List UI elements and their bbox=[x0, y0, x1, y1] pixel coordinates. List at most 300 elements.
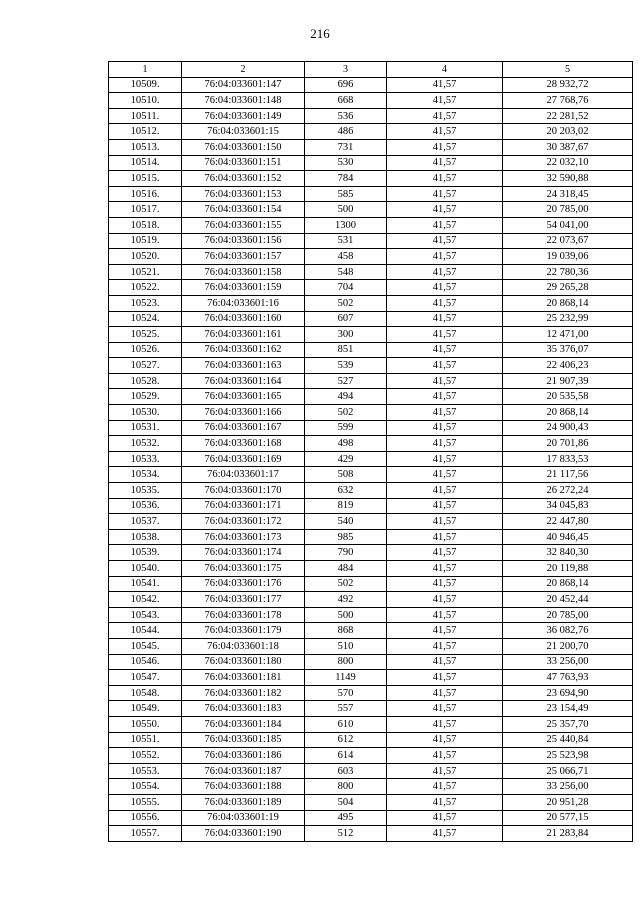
cadastral-number-cell: 76:04:033601:184 bbox=[182, 716, 305, 732]
amount-cell: 20 868,14 bbox=[503, 576, 633, 592]
rate-cell: 41,57 bbox=[387, 217, 503, 233]
cadastral-number-cell: 76:04:033601:151 bbox=[182, 155, 305, 171]
rate-cell: 41,57 bbox=[387, 716, 503, 732]
row-number-cell: 10509. bbox=[109, 77, 182, 93]
cadastral-number-cell: 76:04:033601:162 bbox=[182, 342, 305, 358]
rate-cell: 41,57 bbox=[387, 405, 503, 421]
cadastral-number-cell: 76:04:033601:157 bbox=[182, 249, 305, 265]
rate-cell: 41,57 bbox=[387, 342, 503, 358]
table-row bbox=[109, 592, 633, 608]
rate-cell: 41,57 bbox=[387, 467, 503, 483]
area-cell: 607 bbox=[305, 311, 387, 327]
rate-cell: 41,57 bbox=[387, 514, 503, 530]
area-cell: 668 bbox=[305, 93, 387, 109]
area-cell: 540 bbox=[305, 514, 387, 530]
row-number-cell: 10538. bbox=[109, 529, 182, 545]
row-number-cell: 10544. bbox=[109, 623, 182, 639]
cadastral-number-cell: 76:04:033601:161 bbox=[182, 327, 305, 343]
amount-cell: 32 840,30 bbox=[503, 545, 633, 561]
row-number-cell: 10518. bbox=[109, 217, 182, 233]
amount-cell: 20 868,14 bbox=[503, 295, 633, 311]
table-row bbox=[109, 155, 633, 171]
cadastral-number-cell: 76:04:033601:160 bbox=[182, 311, 305, 327]
cadastral-number-cell: 76:04:033601:190 bbox=[182, 826, 305, 842]
area-cell: 512 bbox=[305, 826, 387, 842]
table-row bbox=[109, 529, 633, 545]
amount-cell: 23 694,90 bbox=[503, 685, 633, 701]
rate-cell: 41,57 bbox=[387, 202, 503, 218]
amount-cell: 25 357,70 bbox=[503, 716, 633, 732]
amount-cell: 24 900,43 bbox=[503, 420, 633, 436]
area-cell: 632 bbox=[305, 483, 387, 499]
rate-cell: 41,57 bbox=[387, 264, 503, 280]
table-row bbox=[109, 202, 633, 218]
rate-cell: 41,57 bbox=[387, 124, 503, 140]
table-row bbox=[109, 763, 633, 779]
row-number-cell: 10514. bbox=[109, 155, 182, 171]
rate-cell: 41,57 bbox=[387, 358, 503, 374]
cadastral-number-cell: 76:04:033601:152 bbox=[182, 171, 305, 187]
table-row bbox=[109, 108, 633, 124]
table-row bbox=[109, 685, 633, 701]
rate-cell: 41,57 bbox=[387, 483, 503, 499]
cadastral-number-cell: 76:04:033601:186 bbox=[182, 748, 305, 764]
table-row bbox=[109, 607, 633, 623]
area-cell: 868 bbox=[305, 623, 387, 639]
cadastral-number-cell: 76:04:033601:153 bbox=[182, 186, 305, 202]
cadastral-number-cell: 76:04:033601:163 bbox=[182, 358, 305, 374]
row-number-cell: 10536. bbox=[109, 498, 182, 514]
area-cell: 429 bbox=[305, 451, 387, 467]
cadastral-number-cell: 76:04:033601:168 bbox=[182, 436, 305, 452]
cadastral-number-cell: 76:04:033601:185 bbox=[182, 732, 305, 748]
rate-cell: 41,57 bbox=[387, 186, 503, 202]
cadastral-number-cell: 76:04:033601:170 bbox=[182, 483, 305, 499]
table-row bbox=[109, 420, 633, 436]
row-number-cell: 10528. bbox=[109, 373, 182, 389]
cadastral-number-cell: 76:04:033601:150 bbox=[182, 139, 305, 155]
row-number-cell: 10541. bbox=[109, 576, 182, 592]
amount-cell: 22 406,23 bbox=[503, 358, 633, 374]
rate-cell: 41,57 bbox=[387, 670, 503, 686]
rate-cell: 41,57 bbox=[387, 77, 503, 93]
amount-cell: 28 932,72 bbox=[503, 77, 633, 93]
amount-cell: 25 440,84 bbox=[503, 732, 633, 748]
column-header: 3 bbox=[305, 62, 387, 78]
amount-cell: 26 272,24 bbox=[503, 483, 633, 499]
row-number-cell: 10556. bbox=[109, 810, 182, 826]
table-row bbox=[109, 545, 633, 561]
table-body bbox=[109, 77, 633, 841]
amount-cell: 20 119,88 bbox=[503, 561, 633, 577]
amount-cell: 20 785,00 bbox=[503, 607, 633, 623]
rate-cell: 41,57 bbox=[387, 826, 503, 842]
row-number-cell: 10523. bbox=[109, 295, 182, 311]
row-number-cell: 10519. bbox=[109, 233, 182, 249]
amount-cell: 21 283,84 bbox=[503, 826, 633, 842]
area-cell: 458 bbox=[305, 249, 387, 265]
amount-cell: 12 471,00 bbox=[503, 327, 633, 343]
rate-cell: 41,57 bbox=[387, 545, 503, 561]
area-cell: 536 bbox=[305, 108, 387, 124]
area-cell: 500 bbox=[305, 202, 387, 218]
cadastral-number-cell: 76:04:033601:155 bbox=[182, 217, 305, 233]
amount-cell: 22 281,52 bbox=[503, 108, 633, 124]
row-number-cell: 10527. bbox=[109, 358, 182, 374]
column-header: 5 bbox=[503, 62, 633, 78]
table-row bbox=[109, 498, 633, 514]
area-cell: 599 bbox=[305, 420, 387, 436]
row-number-cell: 10549. bbox=[109, 701, 182, 717]
rate-cell: 41,57 bbox=[387, 561, 503, 577]
column-header: 4 bbox=[387, 62, 503, 78]
cadastral-number-cell: 76:04:033601:165 bbox=[182, 389, 305, 405]
cadastral-number-cell: 76:04:033601:169 bbox=[182, 451, 305, 467]
area-cell: 527 bbox=[305, 373, 387, 389]
area-cell: 502 bbox=[305, 295, 387, 311]
row-number-cell: 10521. bbox=[109, 264, 182, 280]
rate-cell: 41,57 bbox=[387, 108, 503, 124]
rate-cell: 41,57 bbox=[387, 748, 503, 764]
row-number-cell: 10525. bbox=[109, 327, 182, 343]
cadastral-number-cell: 76:04:033601:183 bbox=[182, 701, 305, 717]
table-row bbox=[109, 264, 633, 280]
area-cell: 585 bbox=[305, 186, 387, 202]
amount-cell: 19 039,06 bbox=[503, 249, 633, 265]
table-row bbox=[109, 186, 633, 202]
rate-cell: 41,57 bbox=[387, 327, 503, 343]
rate-cell: 41,57 bbox=[387, 685, 503, 701]
rate-cell: 41,57 bbox=[387, 732, 503, 748]
amount-cell: 24 318,45 bbox=[503, 186, 633, 202]
table-row bbox=[109, 638, 633, 654]
table-row bbox=[109, 124, 633, 140]
amount-cell: 29 265,28 bbox=[503, 280, 633, 296]
table-row bbox=[109, 249, 633, 265]
area-cell: 819 bbox=[305, 498, 387, 514]
row-number-cell: 10542. bbox=[109, 592, 182, 608]
rate-cell: 41,57 bbox=[387, 623, 503, 639]
area-cell: 530 bbox=[305, 155, 387, 171]
amount-cell: 21 117,56 bbox=[503, 467, 633, 483]
area-cell: 851 bbox=[305, 342, 387, 358]
cadastral-number-cell: 76:04:033601:148 bbox=[182, 93, 305, 109]
table-row bbox=[109, 327, 633, 343]
cadastral-number-cell: 76:04:033601:16 bbox=[182, 295, 305, 311]
rate-cell: 41,57 bbox=[387, 233, 503, 249]
row-number-cell: 10537. bbox=[109, 514, 182, 530]
rate-cell: 41,57 bbox=[387, 654, 503, 670]
area-cell: 484 bbox=[305, 561, 387, 577]
table-row bbox=[109, 233, 633, 249]
row-number-cell: 10513. bbox=[109, 139, 182, 155]
row-number-cell: 10540. bbox=[109, 561, 182, 577]
area-cell: 731 bbox=[305, 139, 387, 155]
row-number-cell: 10552. bbox=[109, 748, 182, 764]
rate-cell: 41,57 bbox=[387, 451, 503, 467]
amount-cell: 47 763,93 bbox=[503, 670, 633, 686]
row-number-cell: 10529. bbox=[109, 389, 182, 405]
table-row bbox=[109, 623, 633, 639]
table-row bbox=[109, 561, 633, 577]
row-number-cell: 10557. bbox=[109, 826, 182, 842]
amount-cell: 35 376,07 bbox=[503, 342, 633, 358]
row-number-cell: 10539. bbox=[109, 545, 182, 561]
amount-cell: 22 447,80 bbox=[503, 514, 633, 530]
amount-cell: 25 232,99 bbox=[503, 311, 633, 327]
row-number-cell: 10524. bbox=[109, 311, 182, 327]
table-row bbox=[109, 732, 633, 748]
cadastral-number-cell: 76:04:033601:159 bbox=[182, 280, 305, 296]
cadastral-number-cell: 76:04:033601:178 bbox=[182, 607, 305, 623]
table-row bbox=[109, 826, 633, 842]
row-number-cell: 10531. bbox=[109, 420, 182, 436]
data-table bbox=[108, 61, 633, 842]
amount-cell: 30 387,67 bbox=[503, 139, 633, 155]
amount-cell: 33 256,00 bbox=[503, 779, 633, 795]
rate-cell: 41,57 bbox=[387, 592, 503, 608]
table-row bbox=[109, 701, 633, 717]
amount-cell: 20 535,58 bbox=[503, 389, 633, 405]
area-cell: 557 bbox=[305, 701, 387, 717]
row-number-cell: 10543. bbox=[109, 607, 182, 623]
area-cell: 696 bbox=[305, 77, 387, 93]
area-cell: 539 bbox=[305, 358, 387, 374]
cadastral-number-cell: 76:04:033601:158 bbox=[182, 264, 305, 280]
cadastral-number-cell: 76:04:033601:177 bbox=[182, 592, 305, 608]
row-number-cell: 10526. bbox=[109, 342, 182, 358]
rate-cell: 41,57 bbox=[387, 171, 503, 187]
row-number-cell: 10522. bbox=[109, 280, 182, 296]
cadastral-number-cell: 76:04:033601:189 bbox=[182, 794, 305, 810]
row-number-cell: 10554. bbox=[109, 779, 182, 795]
rate-cell: 41,57 bbox=[387, 311, 503, 327]
row-number-cell: 10547. bbox=[109, 670, 182, 686]
table-row bbox=[109, 716, 633, 732]
cadastral-number-cell: 76:04:033601:164 bbox=[182, 373, 305, 389]
row-number-cell: 10545. bbox=[109, 638, 182, 654]
area-cell: 614 bbox=[305, 748, 387, 764]
cadastral-number-cell: 76:04:033601:149 bbox=[182, 108, 305, 124]
rate-cell: 41,57 bbox=[387, 389, 503, 405]
cadastral-number-cell: 76:04:033601:180 bbox=[182, 654, 305, 670]
cadastral-number-cell: 76:04:033601:171 bbox=[182, 498, 305, 514]
amount-cell: 22 073,67 bbox=[503, 233, 633, 249]
amount-cell: 21 200,70 bbox=[503, 638, 633, 654]
cadastral-number-cell: 76:04:033601:147 bbox=[182, 77, 305, 93]
rate-cell: 41,57 bbox=[387, 498, 503, 514]
area-cell: 784 bbox=[305, 171, 387, 187]
amount-cell: 22 780,36 bbox=[503, 264, 633, 280]
area-cell: 502 bbox=[305, 405, 387, 421]
area-cell: 800 bbox=[305, 779, 387, 795]
table-row bbox=[109, 654, 633, 670]
cadastral-number-cell: 76:04:033601:19 bbox=[182, 810, 305, 826]
area-cell: 985 bbox=[305, 529, 387, 545]
row-number-cell: 10520. bbox=[109, 249, 182, 265]
cadastral-number-cell: 76:04:033601:167 bbox=[182, 420, 305, 436]
cadastral-number-cell: 76:04:033601:182 bbox=[182, 685, 305, 701]
cadastral-number-cell: 76:04:033601:172 bbox=[182, 514, 305, 530]
rate-cell: 41,57 bbox=[387, 701, 503, 717]
area-cell: 603 bbox=[305, 763, 387, 779]
rate-cell: 41,57 bbox=[387, 249, 503, 265]
rate-cell: 41,57 bbox=[387, 93, 503, 109]
amount-cell: 40 946,45 bbox=[503, 529, 633, 545]
table-row bbox=[109, 483, 633, 499]
table-row bbox=[109, 576, 633, 592]
table-row bbox=[109, 467, 633, 483]
area-cell: 548 bbox=[305, 264, 387, 280]
rate-cell: 41,57 bbox=[387, 810, 503, 826]
row-number-cell: 10515. bbox=[109, 171, 182, 187]
table-row bbox=[109, 280, 633, 296]
cadastral-number-cell: 76:04:033601:181 bbox=[182, 670, 305, 686]
table-row bbox=[109, 342, 633, 358]
amount-cell: 25 066,71 bbox=[503, 763, 633, 779]
amount-cell: 20 951,28 bbox=[503, 794, 633, 810]
rate-cell: 41,57 bbox=[387, 155, 503, 171]
amount-cell: 32 590,88 bbox=[503, 171, 633, 187]
cadastral-number-cell: 76:04:033601:187 bbox=[182, 763, 305, 779]
area-cell: 494 bbox=[305, 389, 387, 405]
area-cell: 610 bbox=[305, 716, 387, 732]
rate-cell: 41,57 bbox=[387, 794, 503, 810]
row-number-cell: 10550. bbox=[109, 716, 182, 732]
row-number-cell: 10517. bbox=[109, 202, 182, 218]
rate-cell: 41,57 bbox=[387, 139, 503, 155]
area-cell: 570 bbox=[305, 685, 387, 701]
row-number-cell: 10535. bbox=[109, 483, 182, 499]
area-cell: 502 bbox=[305, 576, 387, 592]
row-number-cell: 10530. bbox=[109, 405, 182, 421]
table-header-row bbox=[109, 62, 633, 78]
table-row bbox=[109, 373, 633, 389]
area-cell: 531 bbox=[305, 233, 387, 249]
amount-cell: 25 523,98 bbox=[503, 748, 633, 764]
area-cell: 504 bbox=[305, 794, 387, 810]
cadastral-number-cell: 76:04:033601:188 bbox=[182, 779, 305, 795]
table-row bbox=[109, 77, 633, 93]
cadastral-number-cell: 76:04:033601:175 bbox=[182, 561, 305, 577]
amount-cell: 20 203,02 bbox=[503, 124, 633, 140]
amount-cell: 17 833,53 bbox=[503, 451, 633, 467]
amount-cell: 54 041,00 bbox=[503, 217, 633, 233]
table-row bbox=[109, 171, 633, 187]
row-number-cell: 10546. bbox=[109, 654, 182, 670]
area-cell: 510 bbox=[305, 638, 387, 654]
amount-cell: 23 154,49 bbox=[503, 701, 633, 717]
page-number: 216 bbox=[310, 26, 330, 41]
amount-cell: 20 868,14 bbox=[503, 405, 633, 421]
table-row bbox=[109, 139, 633, 155]
row-number-cell: 10534. bbox=[109, 467, 182, 483]
table-row bbox=[109, 436, 633, 452]
area-cell: 300 bbox=[305, 327, 387, 343]
rate-cell: 41,57 bbox=[387, 607, 503, 623]
cadastral-number-cell: 76:04:033601:166 bbox=[182, 405, 305, 421]
amount-cell: 33 256,00 bbox=[503, 654, 633, 670]
row-number-cell: 10533. bbox=[109, 451, 182, 467]
rate-cell: 41,57 bbox=[387, 779, 503, 795]
table-row bbox=[109, 295, 633, 311]
area-cell: 800 bbox=[305, 654, 387, 670]
rate-cell: 41,57 bbox=[387, 436, 503, 452]
amount-cell: 21 907,39 bbox=[503, 373, 633, 389]
area-cell: 1300 bbox=[305, 217, 387, 233]
area-cell: 492 bbox=[305, 592, 387, 608]
rate-cell: 41,57 bbox=[387, 763, 503, 779]
rate-cell: 41,57 bbox=[387, 280, 503, 296]
table-row bbox=[109, 93, 633, 109]
row-number-cell: 10548. bbox=[109, 685, 182, 701]
cadastral-number-cell: 76:04:033601:156 bbox=[182, 233, 305, 249]
cadastral-number-cell: 76:04:033601:179 bbox=[182, 623, 305, 639]
area-cell: 498 bbox=[305, 436, 387, 452]
cadastral-number-cell: 76:04:033601:15 bbox=[182, 124, 305, 140]
row-number-cell: 10555. bbox=[109, 794, 182, 810]
rate-cell: 41,57 bbox=[387, 529, 503, 545]
table-row bbox=[109, 405, 633, 421]
amount-cell: 22 032,10 bbox=[503, 155, 633, 171]
table-row bbox=[109, 810, 633, 826]
row-number-cell: 10512. bbox=[109, 124, 182, 140]
amount-cell: 20 452,44 bbox=[503, 592, 633, 608]
cadastral-number-cell: 76:04:033601:18 bbox=[182, 638, 305, 654]
area-cell: 612 bbox=[305, 732, 387, 748]
row-number-cell: 10551. bbox=[109, 732, 182, 748]
amount-cell: 34 045,83 bbox=[503, 498, 633, 514]
amount-cell: 20 701,86 bbox=[503, 436, 633, 452]
rate-cell: 41,57 bbox=[387, 420, 503, 436]
table-row bbox=[109, 779, 633, 795]
cadastral-number-cell: 76:04:033601:174 bbox=[182, 545, 305, 561]
cadastral-number-cell: 76:04:033601:17 bbox=[182, 467, 305, 483]
rate-cell: 41,57 bbox=[387, 638, 503, 654]
row-number-cell: 10510. bbox=[109, 93, 182, 109]
row-number-cell: 10553. bbox=[109, 763, 182, 779]
rate-cell: 41,57 bbox=[387, 373, 503, 389]
row-number-cell: 10511. bbox=[109, 108, 182, 124]
area-cell: 790 bbox=[305, 545, 387, 561]
amount-cell: 20 577,15 bbox=[503, 810, 633, 826]
cadastral-number-cell: 76:04:033601:176 bbox=[182, 576, 305, 592]
table-row bbox=[109, 514, 633, 530]
table-row bbox=[109, 451, 633, 467]
amount-cell: 27 768,76 bbox=[503, 93, 633, 109]
table-row bbox=[109, 389, 633, 405]
column-header: 2 bbox=[182, 62, 305, 78]
amount-cell: 36 082,76 bbox=[503, 623, 633, 639]
area-cell: 486 bbox=[305, 124, 387, 140]
rate-cell: 41,57 bbox=[387, 295, 503, 311]
area-cell: 704 bbox=[305, 280, 387, 296]
area-cell: 1149 bbox=[305, 670, 387, 686]
table-row bbox=[109, 748, 633, 764]
table-row bbox=[109, 670, 633, 686]
area-cell: 500 bbox=[305, 607, 387, 623]
amount-cell: 20 785,00 bbox=[503, 202, 633, 218]
column-header: 1 bbox=[109, 62, 182, 78]
area-cell: 495 bbox=[305, 810, 387, 826]
row-number-cell: 10516. bbox=[109, 186, 182, 202]
area-cell: 508 bbox=[305, 467, 387, 483]
cadastral-number-cell: 76:04:033601:154 bbox=[182, 202, 305, 218]
table-row bbox=[109, 358, 633, 374]
table-row bbox=[109, 794, 633, 810]
rate-cell: 41,57 bbox=[387, 576, 503, 592]
table-row bbox=[109, 217, 633, 233]
